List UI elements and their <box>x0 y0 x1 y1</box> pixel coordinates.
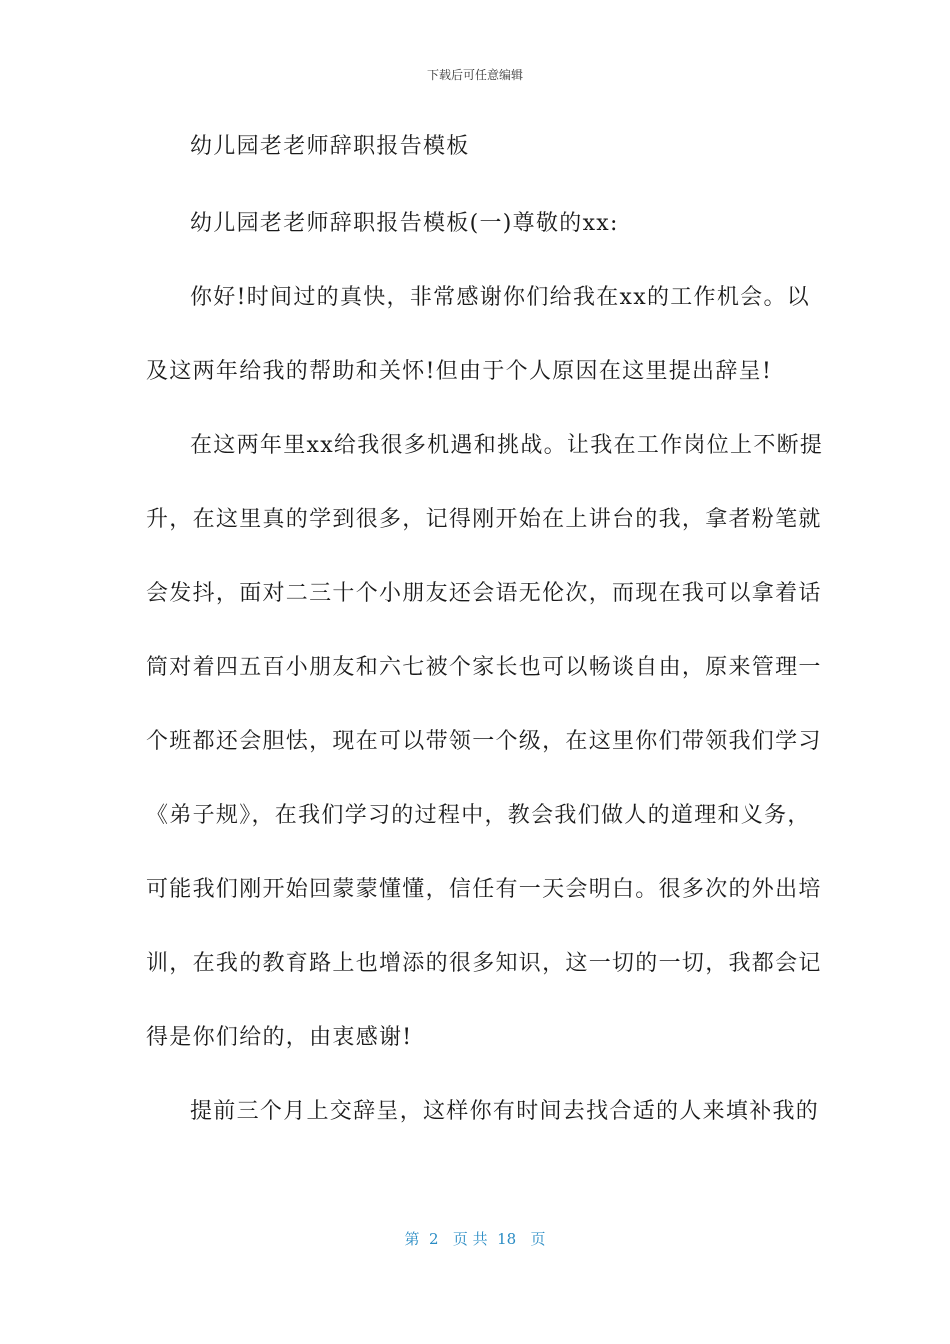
paragraph-line: 筒对着四五百小朋友和六七被个家长也可以畅谈自由，原来管理一 <box>146 655 822 680</box>
document-title: 幼儿园老老师辞职报告模板 <box>190 134 470 159</box>
page-footer: 第 2 页 共 18 页 <box>404 1230 546 1248</box>
paragraph-line: 你好!时间过的真快，非常感谢你们给我在xx的工作机会。以 <box>190 285 811 310</box>
paragraph-line: 可能我们刚开始回蒙蒙懂懂，信任有一天会明白。很多次的外出培 <box>146 877 822 902</box>
paragraph-line: 《弟子规》，在我们学习的过程中，教会我们做人的道理和义务， <box>146 803 811 828</box>
paragraph-line: 升，在这里真的学到很多，记得刚开始在上讲台的我，拿者粉笔就 <box>146 507 822 532</box>
section-heading-line: 幼儿园老老师辞职报告模板(一)尊敬的xx: <box>190 211 619 236</box>
paragraph-line: 训，在我的教育路上也增添的很多知识，这一切的一切，我都会记 <box>146 951 822 976</box>
paragraph-line: 得是你们给的，由衷感谢! <box>146 1025 413 1050</box>
paragraph-line: 在这两年里xx给我很多机遇和挑战。让我在工作岗位上不断提 <box>190 433 824 458</box>
paragraph-line: 提前三个月上交辞呈，这样你有时间去找合适的人来填补我的 <box>190 1099 820 1124</box>
paragraph-line: 会发抖，面对二三十个小朋友还会语无伦次，而现在我可以拿着话 <box>146 581 822 606</box>
paragraph-line: 及这两年给我的帮助和关怀!但由于个人原因在这里提出辞呈! <box>146 359 773 384</box>
paragraph-line: 个班都还会胆怯，现在可以带领一个级，在这里你们带领我们学习 <box>146 729 822 754</box>
header-note: 下载后可任意编辑 <box>426 68 523 82</box>
